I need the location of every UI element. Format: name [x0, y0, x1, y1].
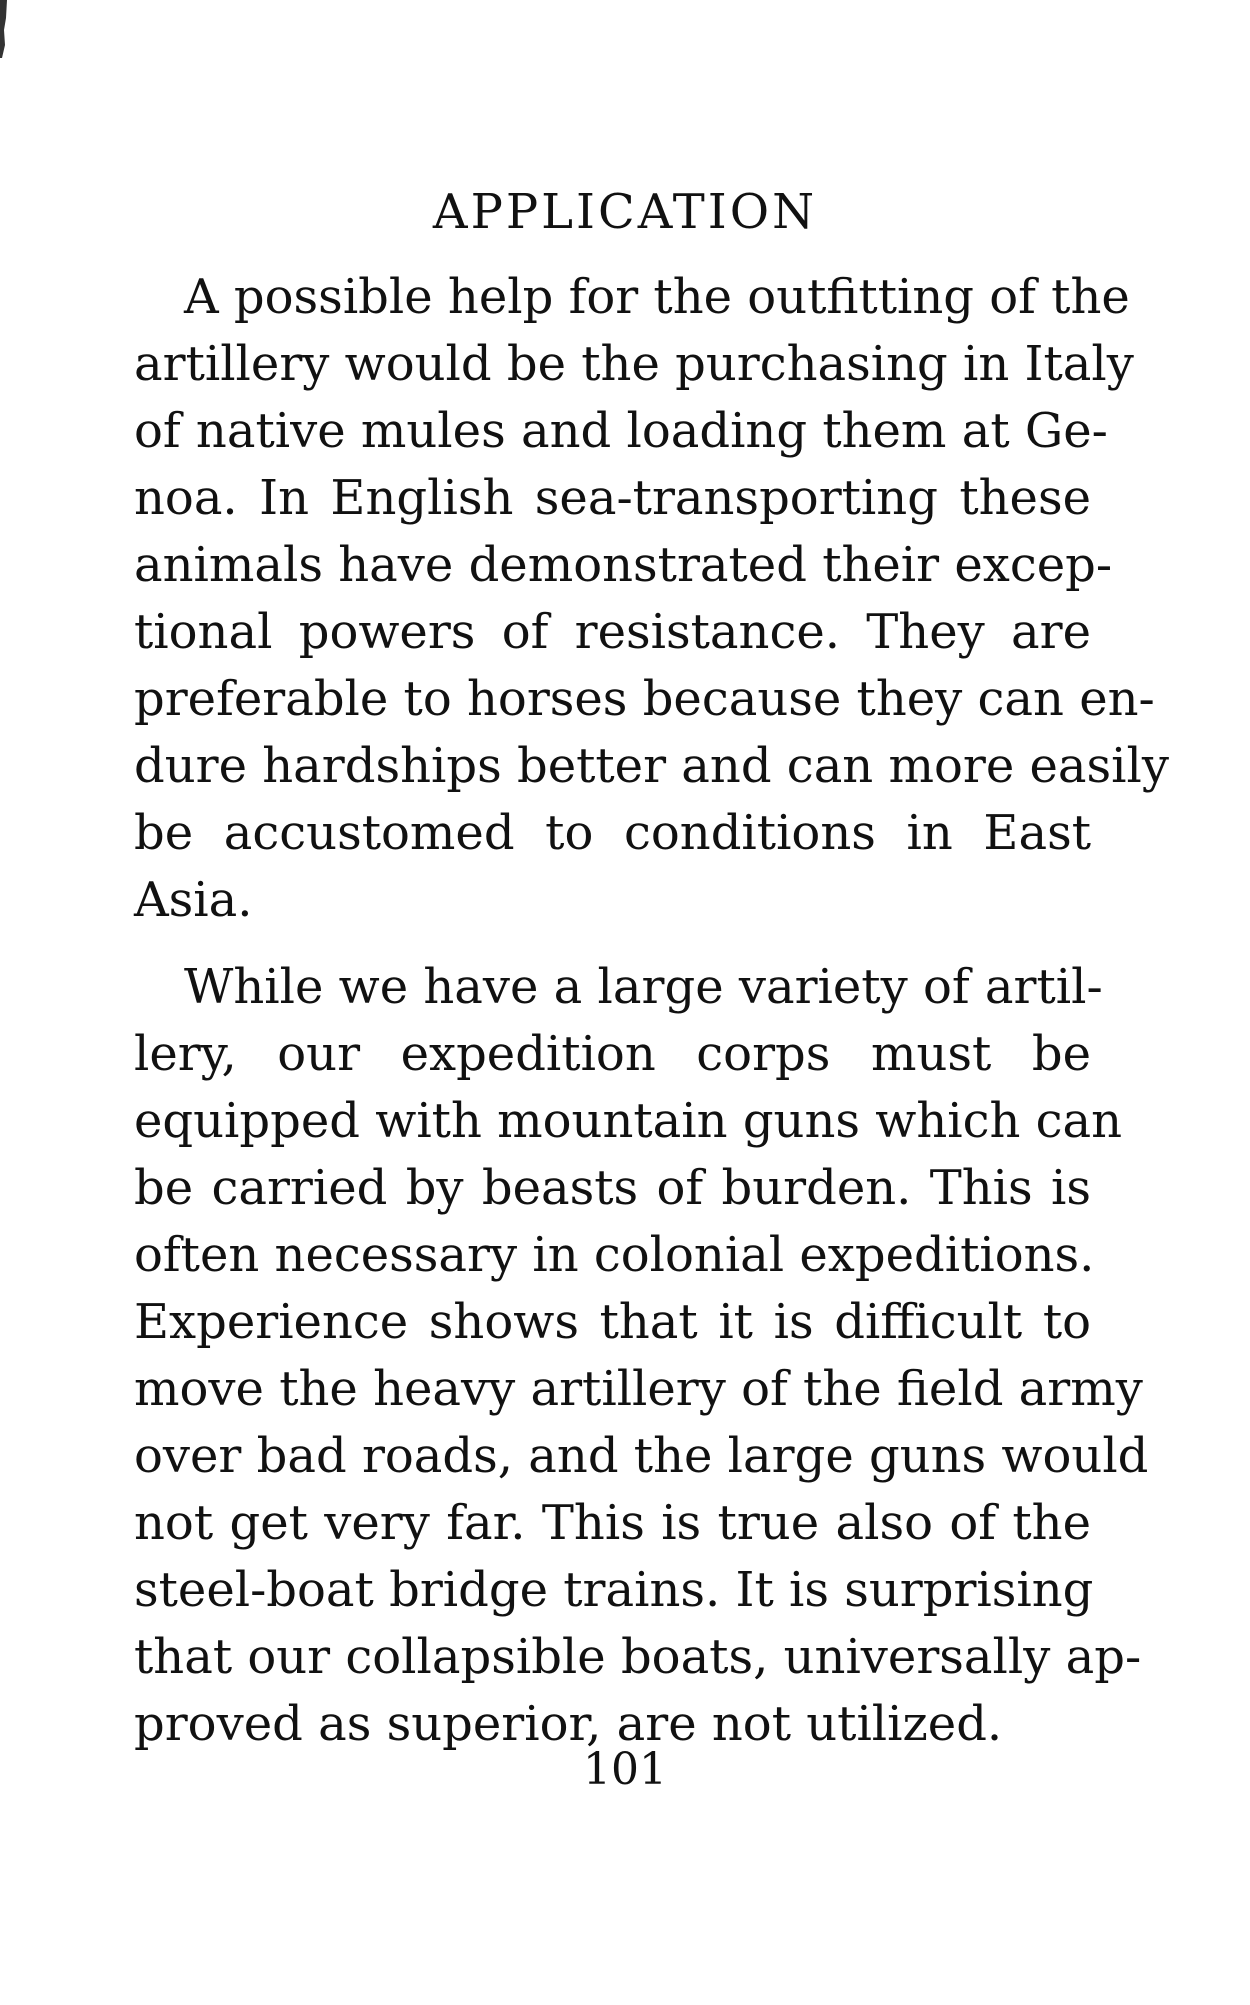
text-line: be carried by beasts of burden. This is: [134, 1160, 1091, 1216]
text-line: not get very far. This is true also of the: [134, 1495, 1091, 1551]
text-line: While we have a large variety of artil-: [184, 959, 1103, 1015]
text-line: move the heavy artillery of the field army: [134, 1361, 1143, 1417]
text-line: equipped with mountain guns which can: [134, 1093, 1123, 1149]
text-line: Asia.: [134, 872, 253, 928]
text-line: noa. In English sea-transporting these: [134, 470, 1091, 526]
scan-edge-mark: [0, 0, 12, 58]
text-line: that our collapsible boats, universally ap-: [134, 1629, 1142, 1685]
text-line: steel-boat bridge trains. It is surprising: [134, 1562, 1094, 1618]
text-line: Experience shows that it is difficult to: [134, 1294, 1091, 1350]
text-line: dure hardships better and can more easily: [134, 738, 1169, 794]
text-line: be accustomed to conditions in East: [134, 805, 1091, 861]
text-line: proved as superior, are not utilized.: [134, 1696, 1003, 1752]
text-line: of native mules and loading them at Ge-: [134, 403, 1108, 459]
text-line: animals have demonstrated their excep-: [134, 537, 1113, 593]
paragraph-1: [134, 264, 1169, 934]
text-line: lery, our expedition corps must be: [134, 1026, 1091, 1082]
text-line: artillery would be the purchasing in Italy: [134, 336, 1134, 392]
text-line: preferable to horses because they can en-: [134, 671, 1155, 727]
text-line: tional powers of resistance. They are: [134, 604, 1091, 660]
text-line: A possible help for the outfitting of the: [184, 269, 1130, 325]
paragraph-2: [134, 954, 1149, 1758]
running-heading: APPLICATION: [432, 184, 818, 240]
text-line: over bad roads, and the large guns would: [134, 1428, 1149, 1484]
text-line: often necessary in colonial expeditions.: [134, 1227, 1095, 1283]
page-number: 101: [583, 1744, 667, 1795]
